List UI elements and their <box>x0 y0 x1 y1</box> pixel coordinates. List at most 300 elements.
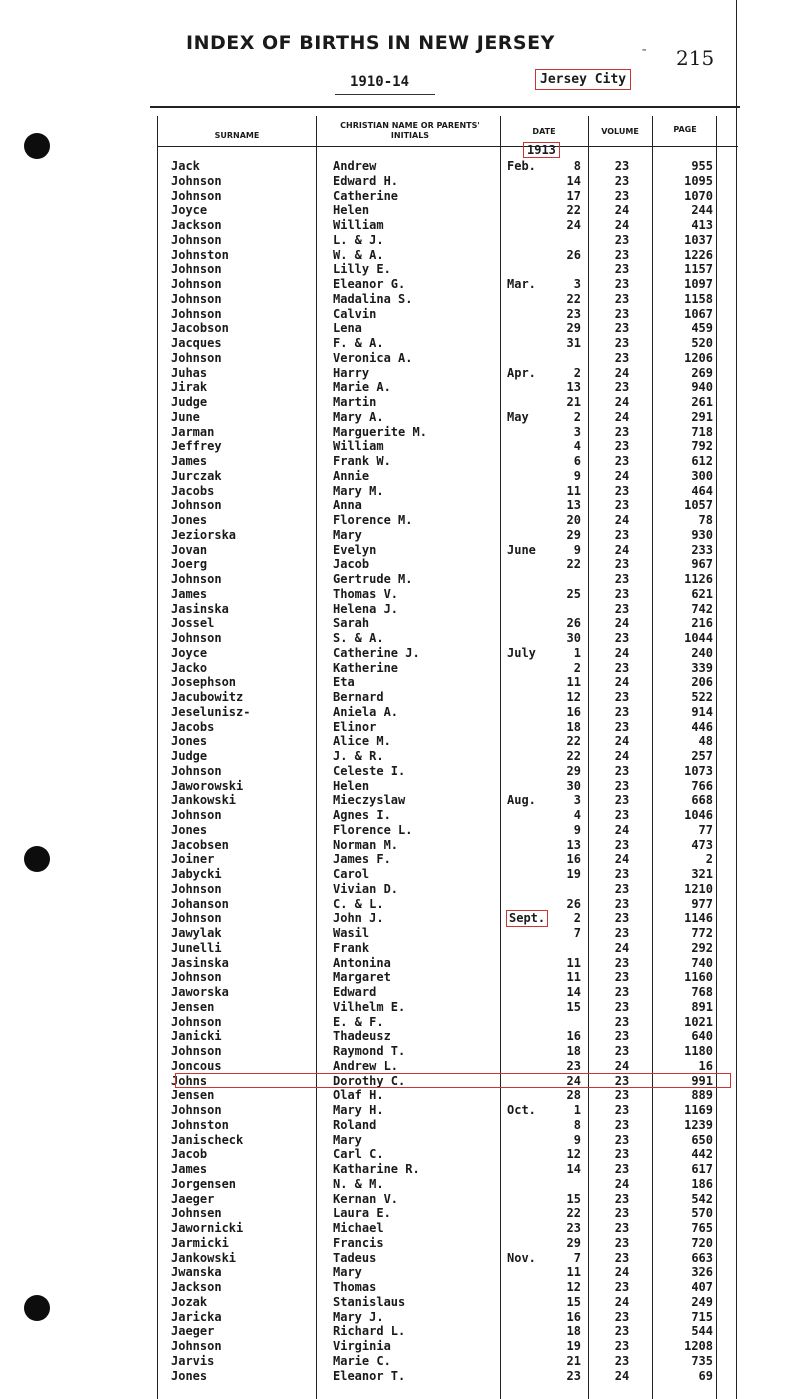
page-cell: 1208 <box>684 1339 713 1353</box>
volume-cell: 23 <box>614 1147 630 1162</box>
surname-cell: Jacob <box>171 1147 208 1162</box>
page-cell: 473 <box>691 837 713 852</box>
christian-name-cell: Anna <box>333 498 362 513</box>
day-cell: 22 <box>566 557 581 572</box>
surname-cell: Joiner <box>171 852 215 867</box>
volume-cell: 24 <box>614 218 630 232</box>
surname-cell: Jozak <box>171 1294 208 1309</box>
table-row <box>0 292 800 307</box>
day-cell: 8 <box>573 1117 581 1132</box>
christian-name-cell: Thadeusz <box>333 1029 391 1044</box>
table-row <box>0 277 800 292</box>
page-cell: 257 <box>691 749 713 763</box>
surname-cell: Johns <box>171 1073 208 1088</box>
christian-name-cell: James F. <box>333 852 391 867</box>
day-cell: 21 <box>566 395 581 409</box>
volume-cell: 24 <box>614 395 630 409</box>
volume-cell: 23 <box>614 498 630 513</box>
page-cell: 186 <box>691 1176 713 1191</box>
christian-name-cell: Helen <box>333 778 370 793</box>
surname-cell: Jossel <box>171 616 215 631</box>
christian-name-cell: Agnes I. <box>333 808 391 822</box>
month-cell: Apr. <box>507 365 536 380</box>
volume-cell: 24 <box>614 675 630 690</box>
page-cell: 291 <box>691 409 713 424</box>
table-row <box>0 380 800 395</box>
christian-name-cell: Mary <box>333 1265 362 1280</box>
volume-cell: 23 <box>614 778 630 793</box>
volume-cell: 23 <box>614 380 630 395</box>
day-cell: 29 <box>566 527 581 542</box>
page-cell: 914 <box>691 704 713 719</box>
page-cell: 621 <box>691 586 713 601</box>
christian-name-cell: John J. <box>333 911 384 926</box>
page-cell: 206 <box>691 675 713 690</box>
page-cell: 1021 <box>684 1014 713 1029</box>
volume-cell: 23 <box>614 350 630 365</box>
christian-name-cell: Mary <box>333 1132 362 1147</box>
page-cell: 1239 <box>684 1117 713 1132</box>
page-cell: 520 <box>691 336 713 350</box>
page-cell: 542 <box>691 1191 713 1206</box>
volume-cell: 23 <box>614 1221 630 1235</box>
surname-cell: Joncous <box>171 1058 222 1073</box>
volume-cell: 23 <box>614 660 630 675</box>
day-cell: 9 <box>573 468 581 483</box>
day-cell: 26 <box>566 896 581 911</box>
surname-cell: Jorgensen <box>171 1176 237 1191</box>
day-cell: 24 <box>566 1073 581 1088</box>
volume-cell: 24 <box>614 1265 630 1280</box>
volume-cell: 23 <box>614 1353 630 1368</box>
table-row <box>0 174 800 189</box>
surname-cell: Jensen <box>171 999 215 1014</box>
day-cell: 24 <box>566 218 581 232</box>
volume-cell: 23 <box>614 159 630 173</box>
christian-name-cell: Antonina <box>333 955 391 970</box>
table-row <box>0 1206 800 1221</box>
page-cell: 1057 <box>684 498 713 513</box>
table-row <box>0 764 800 779</box>
surname-cell: Johnson <box>171 763 222 778</box>
page-cell: 1097 <box>684 277 713 291</box>
surname-cell: Jacobson <box>171 321 229 336</box>
surname-cell: Jacubowitz <box>171 690 244 704</box>
table-row <box>0 262 800 277</box>
surname-cell: Johanson <box>171 896 229 911</box>
page-cell: 718 <box>691 424 713 439</box>
day-cell: 22 <box>566 749 581 763</box>
volume-cell: 23 <box>614 306 630 321</box>
page-cell: 570 <box>691 1206 713 1221</box>
christian-name-cell: Katharine R. <box>333 1162 420 1176</box>
surname-cell: Jones <box>171 1368 208 1383</box>
table-row <box>0 1103 800 1118</box>
christian-name-cell: Calvin <box>333 306 377 321</box>
month-cell: Feb. <box>507 159 536 173</box>
page-cell: 240 <box>691 645 713 660</box>
volume-cell: 23 <box>614 985 630 999</box>
table-row <box>0 852 800 867</box>
christian-name-cell: F. & A. <box>333 336 384 350</box>
table-row <box>0 218 800 233</box>
christian-name-cell: Frank <box>333 940 370 955</box>
table-row <box>0 1339 800 1354</box>
christian-name-cell: E. & F. <box>333 1014 384 1029</box>
surname-cell: Johnson <box>171 572 222 586</box>
surname-cell: Junelli <box>171 940 222 955</box>
christian-name-cell: Stanislaus <box>333 1294 406 1309</box>
day-cell: 14 <box>566 985 581 999</box>
christian-name-cell: Evelyn <box>333 542 377 557</box>
table-row <box>0 1015 800 1030</box>
surname-cell: Johnson <box>171 1014 222 1029</box>
volume-cell: 23 <box>614 188 630 203</box>
day-cell: 7 <box>573 1250 581 1265</box>
volume-cell: 23 <box>614 704 630 719</box>
page-cell: 1206 <box>684 350 713 365</box>
page-cell: 663 <box>691 1250 713 1265</box>
day-cell: 25 <box>566 586 581 601</box>
christian-name-cell: Wasil <box>333 926 370 940</box>
christian-name-cell: Lilly E. <box>333 262 391 277</box>
day-cell: 15 <box>566 999 581 1014</box>
volume-cell: 23 <box>614 1044 630 1058</box>
table-row <box>0 985 800 1000</box>
surname-cell: Jacques <box>171 336 222 350</box>
christian-name-cell: Carl C. <box>333 1147 384 1162</box>
page-cell: 233 <box>691 542 713 557</box>
page-cell: 1037 <box>684 232 713 247</box>
christian-name-cell: Andrew <box>333 159 377 173</box>
christian-name-cell: W. & A. <box>333 247 384 262</box>
day-cell: 29 <box>566 763 581 778</box>
table-row <box>0 1133 800 1148</box>
surname-cell: Jones <box>171 822 208 837</box>
table-row <box>0 572 800 587</box>
table-row <box>0 1000 800 1015</box>
surname-cell: Jones <box>171 734 208 749</box>
city-label: Jersey City <box>535 69 631 90</box>
table-row <box>0 1074 800 1089</box>
punch-hole-top <box>24 133 50 159</box>
table-row <box>0 1177 800 1192</box>
table-row <box>0 395 800 410</box>
surname-cell: Jarman <box>171 424 215 439</box>
surname-cell: Jaworowski <box>171 778 244 793</box>
surname-cell: Johnsen <box>171 1206 222 1221</box>
page-cell: 16 <box>698 1058 713 1073</box>
christian-name-cell: Jacob <box>333 557 370 572</box>
page-cell: 1095 <box>684 173 713 188</box>
table-row <box>0 307 800 322</box>
surname-cell: Jeziorska <box>171 527 237 542</box>
surname-cell: Jurczak <box>171 468 222 483</box>
volume-cell: 23 <box>614 1029 630 1044</box>
christian-name-cell: Mary H. <box>333 1103 384 1117</box>
table-row <box>0 779 800 794</box>
day-cell: 29 <box>566 321 581 336</box>
day-cell: 3 <box>573 424 581 439</box>
page-cell: 2 <box>705 852 713 867</box>
christian-name-cell: N. & M. <box>333 1176 384 1191</box>
day-cell: 4 <box>573 808 581 822</box>
table-row <box>0 469 800 484</box>
volume-cell: 23 <box>614 586 630 601</box>
table-row <box>0 410 800 425</box>
table-row <box>0 1044 800 1059</box>
page-title: INDEX OF BIRTHS IN NEW JERSEY <box>186 32 555 54</box>
christian-name-cell: Katherine <box>333 660 399 675</box>
christian-name-cell: Aniela A. <box>333 704 399 719</box>
christian-name-cell: Marguerite M. <box>333 424 427 439</box>
day-cell: 20 <box>566 513 581 527</box>
day-cell: 11 <box>566 955 581 970</box>
day-cell: 16 <box>566 704 581 719</box>
column-header-christian: CHRISTIAN NAME OR PARENTS' INITIALS <box>340 121 480 140</box>
day-cell: 6 <box>573 454 581 468</box>
surname-cell: Johnson <box>171 1103 222 1117</box>
volume-cell: 23 <box>614 572 630 586</box>
surname-cell: Johnson <box>171 1044 222 1058</box>
christian-name-cell: Edward H. <box>333 173 399 188</box>
day-cell: 17 <box>566 188 581 203</box>
header-bottom-rule <box>158 146 738 147</box>
surname-cell: James <box>171 454 208 468</box>
surname-cell: Johnson <box>171 188 222 203</box>
page-cell: 459 <box>691 321 713 336</box>
volume-cell: 24 <box>614 940 630 955</box>
christian-name-cell: Helena J. <box>333 601 399 616</box>
surname-cell: Jacko <box>171 660 208 675</box>
page-cell: 792 <box>691 439 713 454</box>
volume-cell: 23 <box>614 454 630 468</box>
volume-cell: 23 <box>614 719 630 734</box>
page-cell: 1067 <box>684 306 713 321</box>
surname-cell: Johnson <box>171 881 222 896</box>
day-cell: 23 <box>566 1221 581 1235</box>
christian-name-cell: C. & L. <box>333 896 384 911</box>
day-cell: 12 <box>566 1147 581 1162</box>
christian-name-cell: Eta <box>333 675 355 690</box>
table-row <box>0 808 800 823</box>
table-row <box>0 970 800 985</box>
volume-cell: 23 <box>614 793 630 808</box>
christian-name-cell: Kernan V. <box>333 1191 399 1206</box>
day-cell: 2 <box>573 409 581 424</box>
day-cell: 2 <box>573 660 581 675</box>
volume-cell: 23 <box>614 1117 630 1132</box>
surname-cell: Jarvis <box>171 1353 215 1368</box>
christian-name-cell: Francis <box>333 1235 384 1250</box>
table-row <box>0 1280 800 1295</box>
table-row <box>0 631 800 646</box>
page-cell: 735 <box>691 1353 713 1368</box>
page-cell: 1126 <box>684 572 713 586</box>
page-cell: 991 <box>691 1073 713 1088</box>
volume-cell: 23 <box>614 1339 630 1353</box>
surname-cell: Jaeger <box>171 1324 215 1339</box>
day-cell: 26 <box>566 616 581 631</box>
surname-cell: Jankowski <box>171 1250 237 1265</box>
surname-cell: Johnson <box>171 631 222 645</box>
christian-name-cell: Margaret <box>333 970 391 985</box>
christian-name-cell: Thomas <box>333 1280 377 1294</box>
volume-cell: 23 <box>614 1088 630 1103</box>
surname-cell: Jacobsen <box>171 837 229 852</box>
day-cell: 9 <box>573 822 581 837</box>
day-cell: 23 <box>566 306 581 321</box>
christian-name-cell: Vilhelm E. <box>333 999 406 1014</box>
table-row <box>0 882 800 897</box>
volume-cell: 23 <box>614 808 630 822</box>
volume-cell: 23 <box>614 999 630 1014</box>
table-row <box>0 823 800 838</box>
page-cell: 889 <box>691 1088 713 1103</box>
day-cell: 11 <box>566 970 581 985</box>
page-cell: 955 <box>691 159 713 173</box>
page-cell: 720 <box>691 1235 713 1250</box>
christian-name-cell: Eleanor T. <box>333 1368 406 1383</box>
christian-name-cell: Martin <box>333 395 377 409</box>
day-cell: 14 <box>566 173 581 188</box>
page-cell: 1046 <box>684 808 713 822</box>
volume-cell: 23 <box>614 1191 630 1206</box>
christian-name-cell: Carol <box>333 867 370 881</box>
surname-cell: Jankowski <box>171 793 237 808</box>
table-row <box>0 248 800 263</box>
day-cell: 21 <box>566 1353 581 1368</box>
volume-cell: 24 <box>614 749 630 763</box>
table-row <box>0 1354 800 1369</box>
volume-cell: 23 <box>614 1132 630 1147</box>
volume-cell: 23 <box>614 1309 630 1324</box>
day-cell: 19 <box>566 1339 581 1353</box>
day-cell: 18 <box>566 1324 581 1339</box>
volume-cell: 23 <box>614 690 630 704</box>
page-cell: 1180 <box>684 1044 713 1058</box>
surname-cell: Johnson <box>171 970 222 985</box>
christian-name-cell: Catherine <box>333 188 399 203</box>
table-row <box>0 513 800 528</box>
table-row <box>0 941 800 956</box>
volume-cell: 23 <box>614 1280 630 1294</box>
page-cell: 617 <box>691 1162 713 1176</box>
christian-name-cell: Marie A. <box>333 380 391 395</box>
surname-cell: Jack <box>171 159 200 173</box>
surname-cell: Jasinska <box>171 601 229 616</box>
volume-cell: 23 <box>614 483 630 498</box>
column-header-date: DATE <box>532 127 556 136</box>
christian-name-cell: Florence L. <box>333 822 413 837</box>
volume-cell: 24 <box>614 203 630 218</box>
day-cell: 14 <box>566 1162 581 1176</box>
table-row <box>0 1310 800 1325</box>
surname-cell: Jaeger <box>171 1191 215 1206</box>
table-row <box>0 602 800 617</box>
page-cell: 1044 <box>684 631 713 645</box>
page-cell: 442 <box>691 1147 713 1162</box>
volume-cell: 24 <box>614 616 630 631</box>
month-cell: June <box>507 542 536 557</box>
christian-name-cell: William <box>333 439 384 454</box>
page-cell: 740 <box>691 955 713 970</box>
page-cell: 1146 <box>684 911 713 926</box>
surname-cell: Janicki <box>171 1029 222 1044</box>
day-cell: 28 <box>566 1088 581 1103</box>
christian-name-cell: Tadeus <box>333 1250 377 1265</box>
volume-cell: 23 <box>614 1250 630 1265</box>
table-row <box>0 1324 800 1339</box>
volume-cell: 23 <box>614 262 630 277</box>
table-row <box>0 321 800 336</box>
month-cell: May <box>507 409 529 424</box>
page-cell: 1157 <box>684 262 713 277</box>
christian-name-cell: Laura E. <box>333 1206 391 1221</box>
volume-cell: 23 <box>614 1103 630 1117</box>
page-cell: 612 <box>691 454 713 468</box>
christian-name-cell: Vivian D. <box>333 881 399 896</box>
day-cell: 30 <box>566 631 581 645</box>
table-row <box>0 1221 800 1236</box>
christian-name-cell: Dorothy C. <box>333 1073 406 1088</box>
table-row <box>0 203 800 218</box>
month-cell: Oct. <box>507 1103 536 1117</box>
christian-name-cell: Veronica A. <box>333 350 413 365</box>
volume-cell: 24 <box>614 1368 630 1383</box>
table-row <box>0 1295 800 1310</box>
page-cell: 1160 <box>684 970 713 985</box>
table-row <box>0 557 800 572</box>
christian-name-cell: Mieczyslaw <box>333 793 406 808</box>
volume-cell: 24 <box>614 1058 630 1073</box>
day-cell: 30 <box>566 778 581 793</box>
table-row <box>0 233 800 248</box>
christian-name-cell: Roland <box>333 1117 377 1132</box>
page-cell: 69 <box>698 1368 713 1383</box>
surname-cell: Johnson <box>171 350 222 365</box>
surname-cell: Johnson <box>171 291 222 306</box>
day-cell: 11 <box>566 675 581 690</box>
page-cell: 1169 <box>684 1103 713 1117</box>
table-row <box>0 543 800 558</box>
page-cell: 261 <box>691 395 713 409</box>
surname-cell: Johnson <box>171 911 222 926</box>
table-row <box>0 897 800 912</box>
surname-cell: Janischeck <box>171 1132 244 1147</box>
table-row <box>0 1059 800 1074</box>
day-cell: 13 <box>566 380 581 395</box>
surname-cell: Jawylak <box>171 926 222 940</box>
page-cell: 768 <box>691 985 713 999</box>
day-cell: 22 <box>566 1206 581 1221</box>
year-label: 1913 <box>523 142 560 158</box>
christian-name-cell: Mary M. <box>333 483 384 498</box>
christian-name-cell: Eleanor G. <box>333 277 406 291</box>
table-row <box>0 336 800 351</box>
christian-name-cell: Lena <box>333 321 362 336</box>
surname-cell: Johnson <box>171 306 222 321</box>
table-row <box>0 439 800 454</box>
volume-cell: 23 <box>614 557 630 572</box>
volume-cell: 23 <box>614 424 630 439</box>
table-row <box>0 587 800 602</box>
volume-cell: 23 <box>614 1235 630 1250</box>
day-cell: 1 <box>573 1103 581 1117</box>
page-cell: 930 <box>691 527 713 542</box>
month-cell: Aug. <box>507 793 536 808</box>
day-cell: 13 <box>566 498 581 513</box>
